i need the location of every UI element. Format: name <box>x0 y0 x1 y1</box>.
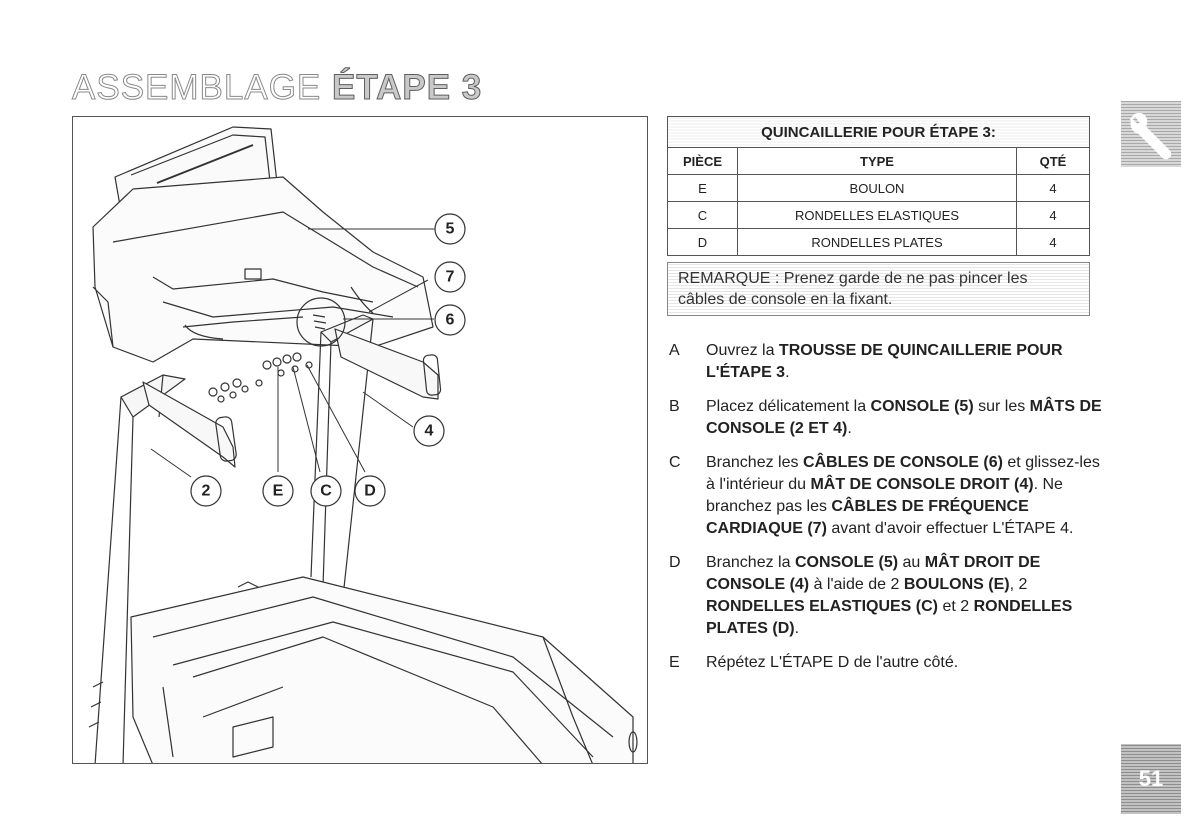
step-bold: CÂBLES DE FRÉQUENCE CARDIAQUE (7) <box>706 498 1029 537</box>
step-text: . Ne branchez pas les <box>706 476 1063 515</box>
row-qty: 4 <box>1017 175 1090 202</box>
note-line-1: REMARQUE : Prenez garde de ne pas pincer les <box>678 270 1028 287</box>
callout-D: D <box>364 482 376 500</box>
step-bold: RONDELLES ELASTIQUES (C) <box>706 598 939 615</box>
row-type: RONDELLES ELASTIQUES <box>738 202 1017 229</box>
page-number: 51 <box>1138 766 1164 791</box>
callout-C: C <box>320 482 332 500</box>
step-text: . <box>794 620 800 637</box>
step-text: au <box>898 554 925 571</box>
assembly-illustration <box>72 116 648 764</box>
callout-5: 5 <box>445 220 455 238</box>
step-d <box>667 552 1107 640</box>
row-type: RONDELLES PLATES <box>738 229 1017 256</box>
step-c <box>667 452 1107 540</box>
row-qty: 4 <box>1017 229 1090 256</box>
step-bold: CONSOLE (5) <box>870 398 974 415</box>
step-text: , 2 <box>1009 576 1028 593</box>
step-text: Ouvrez la <box>706 342 779 359</box>
page-number-tab <box>1121 744 1181 814</box>
step-bold: CONSOLE (5) <box>794 554 899 571</box>
row-piece: D <box>668 229 738 256</box>
callout-E: E <box>272 482 284 500</box>
step-text: . <box>785 364 790 381</box>
step-letter: C <box>669 454 681 471</box>
callout-2: 2 <box>201 482 211 500</box>
header-piece: PIÈCE <box>668 148 738 175</box>
title-normal: ASSEMBLAGE <box>72 68 332 107</box>
note-box <box>667 262 1090 316</box>
step-text: avant d'avoir effectuer L'ÉTAPE 4. <box>826 520 1074 537</box>
table-row <box>668 175 1090 202</box>
step-bold: BOULONS (E) <box>903 576 1010 593</box>
step-bold: MÂT DROIT DE CONSOLE (4) <box>706 554 1041 593</box>
row-piece: C <box>668 202 738 229</box>
step-bold: CÂBLES DE CONSOLE (6) <box>802 454 1003 471</box>
callout-4: 4 <box>424 422 434 440</box>
step-text: Placez délicatement la <box>706 398 871 415</box>
header-type: TYPE <box>738 148 1017 175</box>
step-bold: MÂTS DE CONSOLE (2 ET 4) <box>706 398 1102 437</box>
step-letter: E <box>669 654 680 671</box>
step-bold: TROUSSE DE QUINCAILLERIE POUR L'ÉTAPE 3 <box>706 342 1063 381</box>
step-bold: RONDELLES PLATES (D) <box>706 598 1073 637</box>
hardware-table-header <box>668 148 1090 175</box>
row-piece: E <box>668 175 738 202</box>
treadmill-drawing <box>73 117 648 764</box>
step-text: et glissez-les à l'intérieur du <box>706 454 1100 493</box>
step-text: Branchez les <box>706 454 803 471</box>
header-qty: QTÉ <box>1017 148 1090 175</box>
step-letter: A <box>669 342 680 359</box>
wrench-icon <box>1121 101 1181 167</box>
note-line-2: câbles de console en la fixant. <box>678 291 893 308</box>
title-step: ÉTAPE 3 <box>331 68 483 107</box>
step-letter: D <box>669 554 681 571</box>
hardware-table <box>667 116 1090 256</box>
step-e <box>667 652 1107 674</box>
step-text: et 2 <box>938 598 974 615</box>
step-letter: B <box>669 398 680 415</box>
row-qty: 4 <box>1017 202 1090 229</box>
instruction-steps <box>667 340 1107 686</box>
step-b <box>667 396 1107 440</box>
step-text: . <box>847 420 852 437</box>
step-text: Répétez L'ÉTAPE D de l'autre côté. <box>706 654 959 671</box>
step-a <box>667 340 1107 384</box>
step-text: à l'aide de 2 <box>809 576 904 593</box>
callout-7: 7 <box>445 268 455 286</box>
callout-6: 6 <box>445 311 455 329</box>
page-title <box>72 68 482 108</box>
row-type: BOULON <box>738 175 1017 202</box>
table-row <box>668 202 1090 229</box>
step-text: Branchez la <box>706 554 795 571</box>
step-bold: MÂT DE CONSOLE DROIT (4) <box>810 476 1034 493</box>
hardware-table-title: QUINCAILLERIE POUR ÉTAPE 3: <box>668 117 1090 148</box>
step-text: sur les <box>973 398 1030 415</box>
hardware-table-title-row <box>668 117 1090 148</box>
table-row <box>668 229 1090 256</box>
assembly-tab <box>1121 101 1181 167</box>
